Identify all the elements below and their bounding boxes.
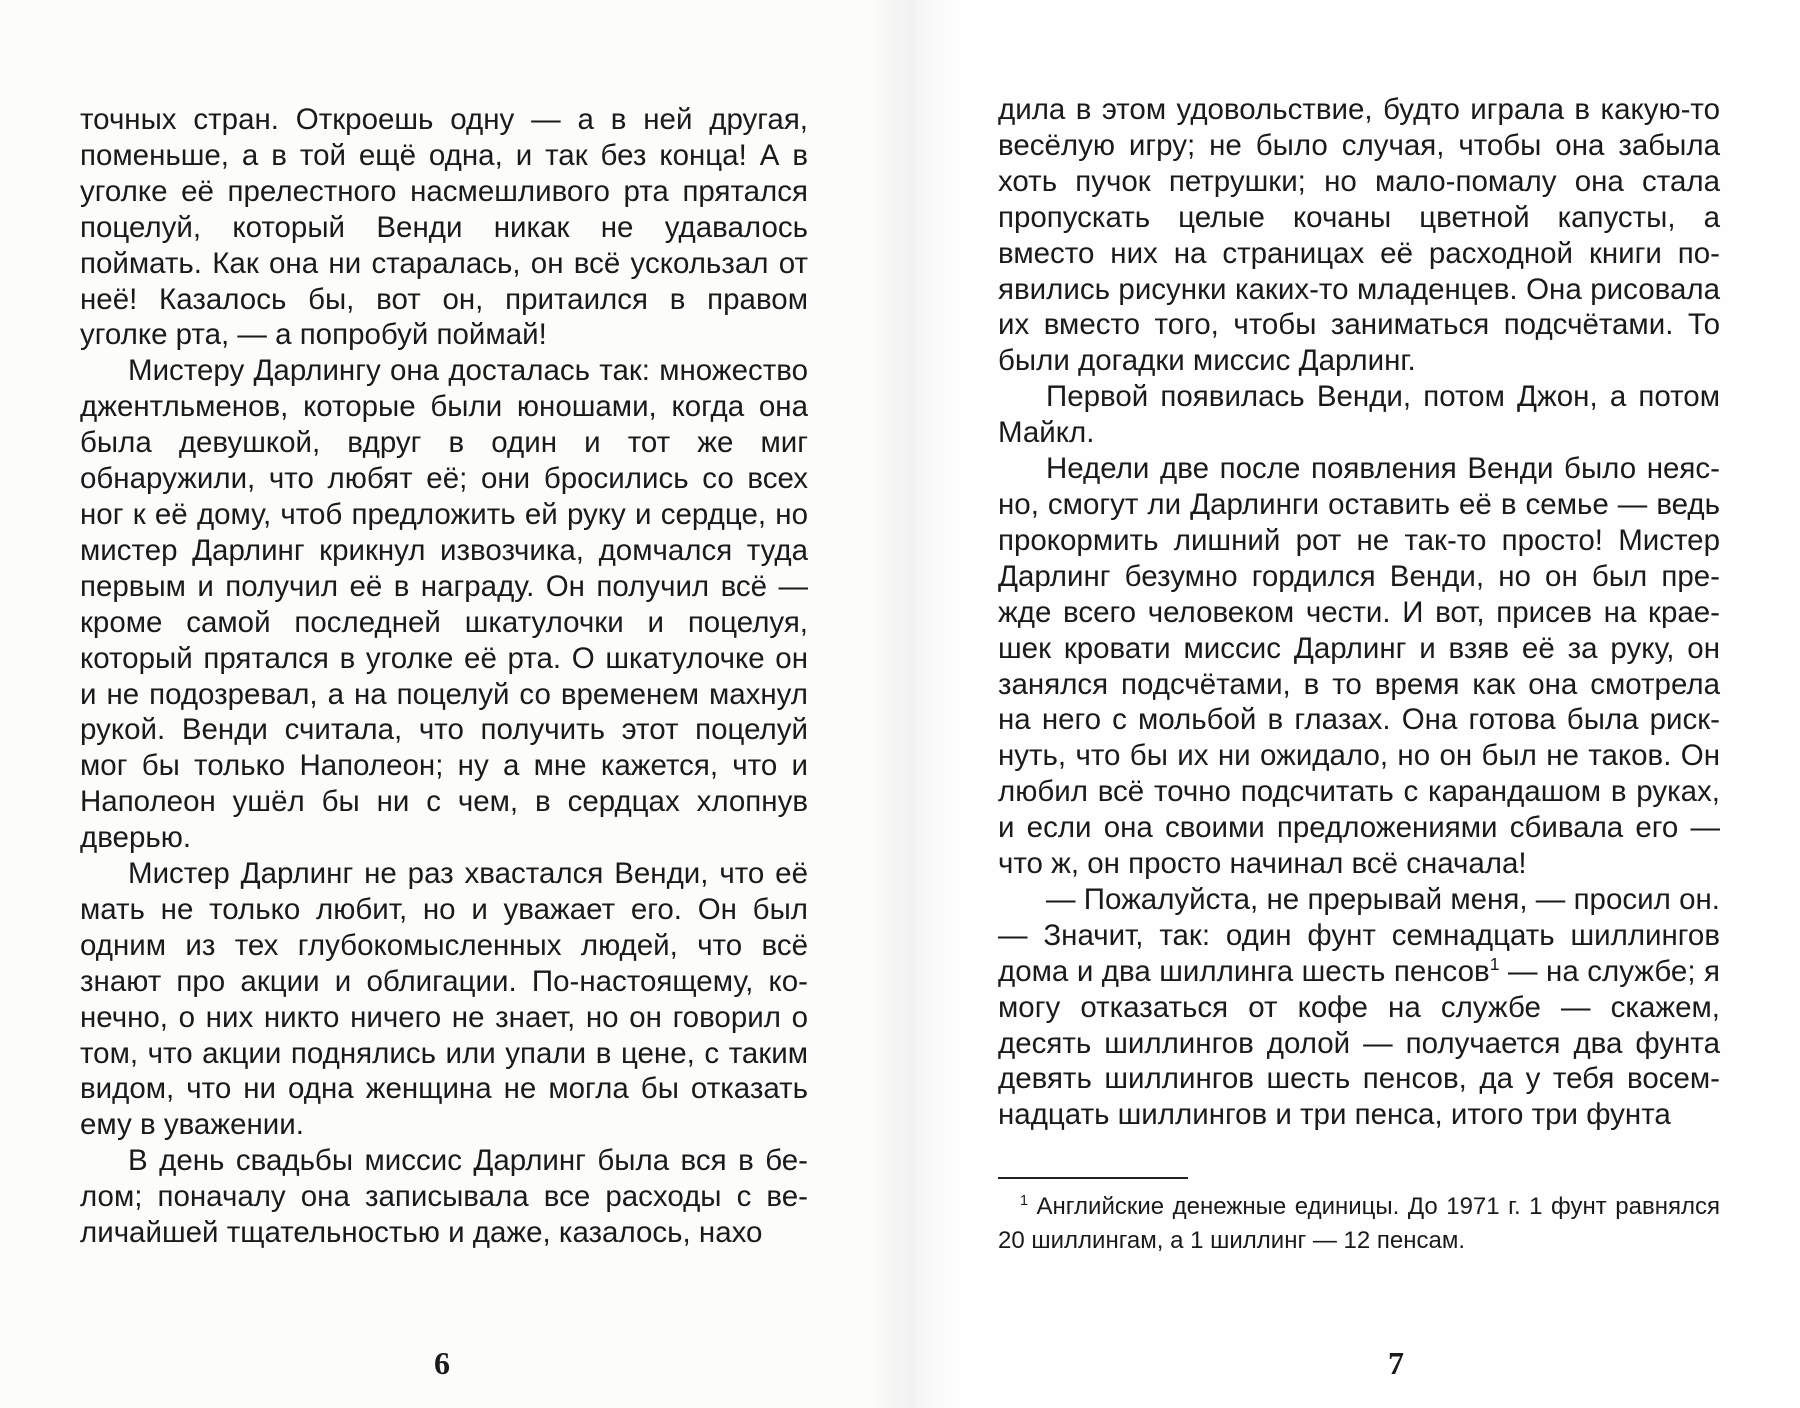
paragraph	[998, 882, 1720, 1133]
footnote-text: Английские денежные единицы. До 1971 г. 1 фунт равнялся 20 шиллингам, а 1 шиллинг — 12 пенсам.	[998, 1193, 1720, 1254]
left-page-text	[80, 102, 808, 1251]
page-number: 6	[434, 1345, 450, 1381]
paragraph: Мистеру Дарлингу она досталась так: множество джентльменов, которые были юношами, когда она была девушкой, вдруг в один и тот же миг обнаружили, что любят её; они бросились со всех ног к её дому, чтоб предложить ей руку и сердце, но мистер Дарлинг крикнул извозчика, домчался туда первым и получил её в награду. Он получил всё — кроме самой последней шкатулочки и поцелуя, который прятался в уголке её рта. О шкатулочке он и не подозревал, а на поцелуй со временем махнул рукой. Венди считала, что получить этот поцелуй мог бы только Наполеон; ну а мне кажется, что и Наполеон ушёл бы ни с чем, в сердцах хлопнув дверью.	[80, 354, 808, 855]
paragraph-text: — Пожалуйста, не прерывай меня, — просил он. — Значит, так: один фунт семнадцать шиллингов дома и два шиллинга шесть пенсов	[998, 882, 1720, 988]
paragraph: дила в этом удовольствие, будто играла в какую-то весёлую игру; не было случая, чтобы она забыла хоть пучок петрушки; но мало-помалу она стала пропускать целые кочаны цветной капусты, а вместо них на страницах её расходной книги появились рисунки каких-то младенцев. Она рисовала их вместо того, чтобы заниматься подсчётами. То были догадки миссис Дарлинг.	[998, 93, 1720, 378]
footnote	[998, 1190, 1720, 1258]
paragraph: точных стран. Откроешь одну — а в ней другая, поменьше, а в той ещё одна, и так без конца! А в уголке её прелестного насмешливого рта прятался поцелуй, который Венди никак не удавалось поймать. Как она ни старалась, он всё ускользал от неё! Казалось бы, вот он, притаился в правом уголке рта, — а попробуй поймай!	[80, 103, 808, 352]
paragraph: Первой появилась Венди, потом Джон, а потом Майкл.	[998, 380, 1720, 450]
right-page	[900, 0, 1800, 1408]
footnote-marker: 1	[1489, 953, 1500, 974]
book-gutter-shadow	[870, 0, 960, 1408]
paragraph-text: — на службе; я могу отказаться от кофе на службе — скажем, десять шиллингов долой — получается два фунта девять шиллингов шесть пенсов, да у тебя восемнадцать шиллингов и три пенса, итого три фунта	[998, 954, 1721, 1132]
paragraph: Мистер Дарлинг не раз хвастался Венди, что её мать не только любит, но и уважает его. Он был одним из тех глубокомысленных людей, что всё знают про акции и облигации. По-настоящему, конечно, о них никто ничего не знает, но он говорил о том, что акции поднялись или упали в цене, с таким видом, что ни одна женщина не могла бы отказать ему в уважении.	[80, 857, 808, 1142]
page-number: 7	[1388, 1345, 1404, 1381]
right-page-text	[998, 92, 1720, 1133]
paragraph: Недели две после появления Венди было неясно, смогут ли Дарлинги оставить её в семье — ведь прокормить лишний рот не так-то просто! Мистер Дарлинг безумно гордился Венди, но он был прежде всего человеком чести. И вот, присев на краешек кровати миссис Дарлинг и взяв её за руку, он занялся подсчётами, в то время как она смотрела на него с мольбой в глазах. Она готова была рискнуть, что бы их ни ожидало, но он был не таков. Он любил всё точно подсчитать с карандашом в руках, и если она своими предложениями сбивала его — что ж, он просто начинал всё сначала!	[998, 452, 1720, 881]
footnote-marker: 1	[1020, 1193, 1029, 1209]
paragraph: В день свадьбы миссис Дарлинг была вся в белом; поначалу она записывала все расходы с величайшей тщательностью и даже, казалось, нахо	[80, 1144, 808, 1250]
footnote-divider	[998, 1177, 1188, 1179]
